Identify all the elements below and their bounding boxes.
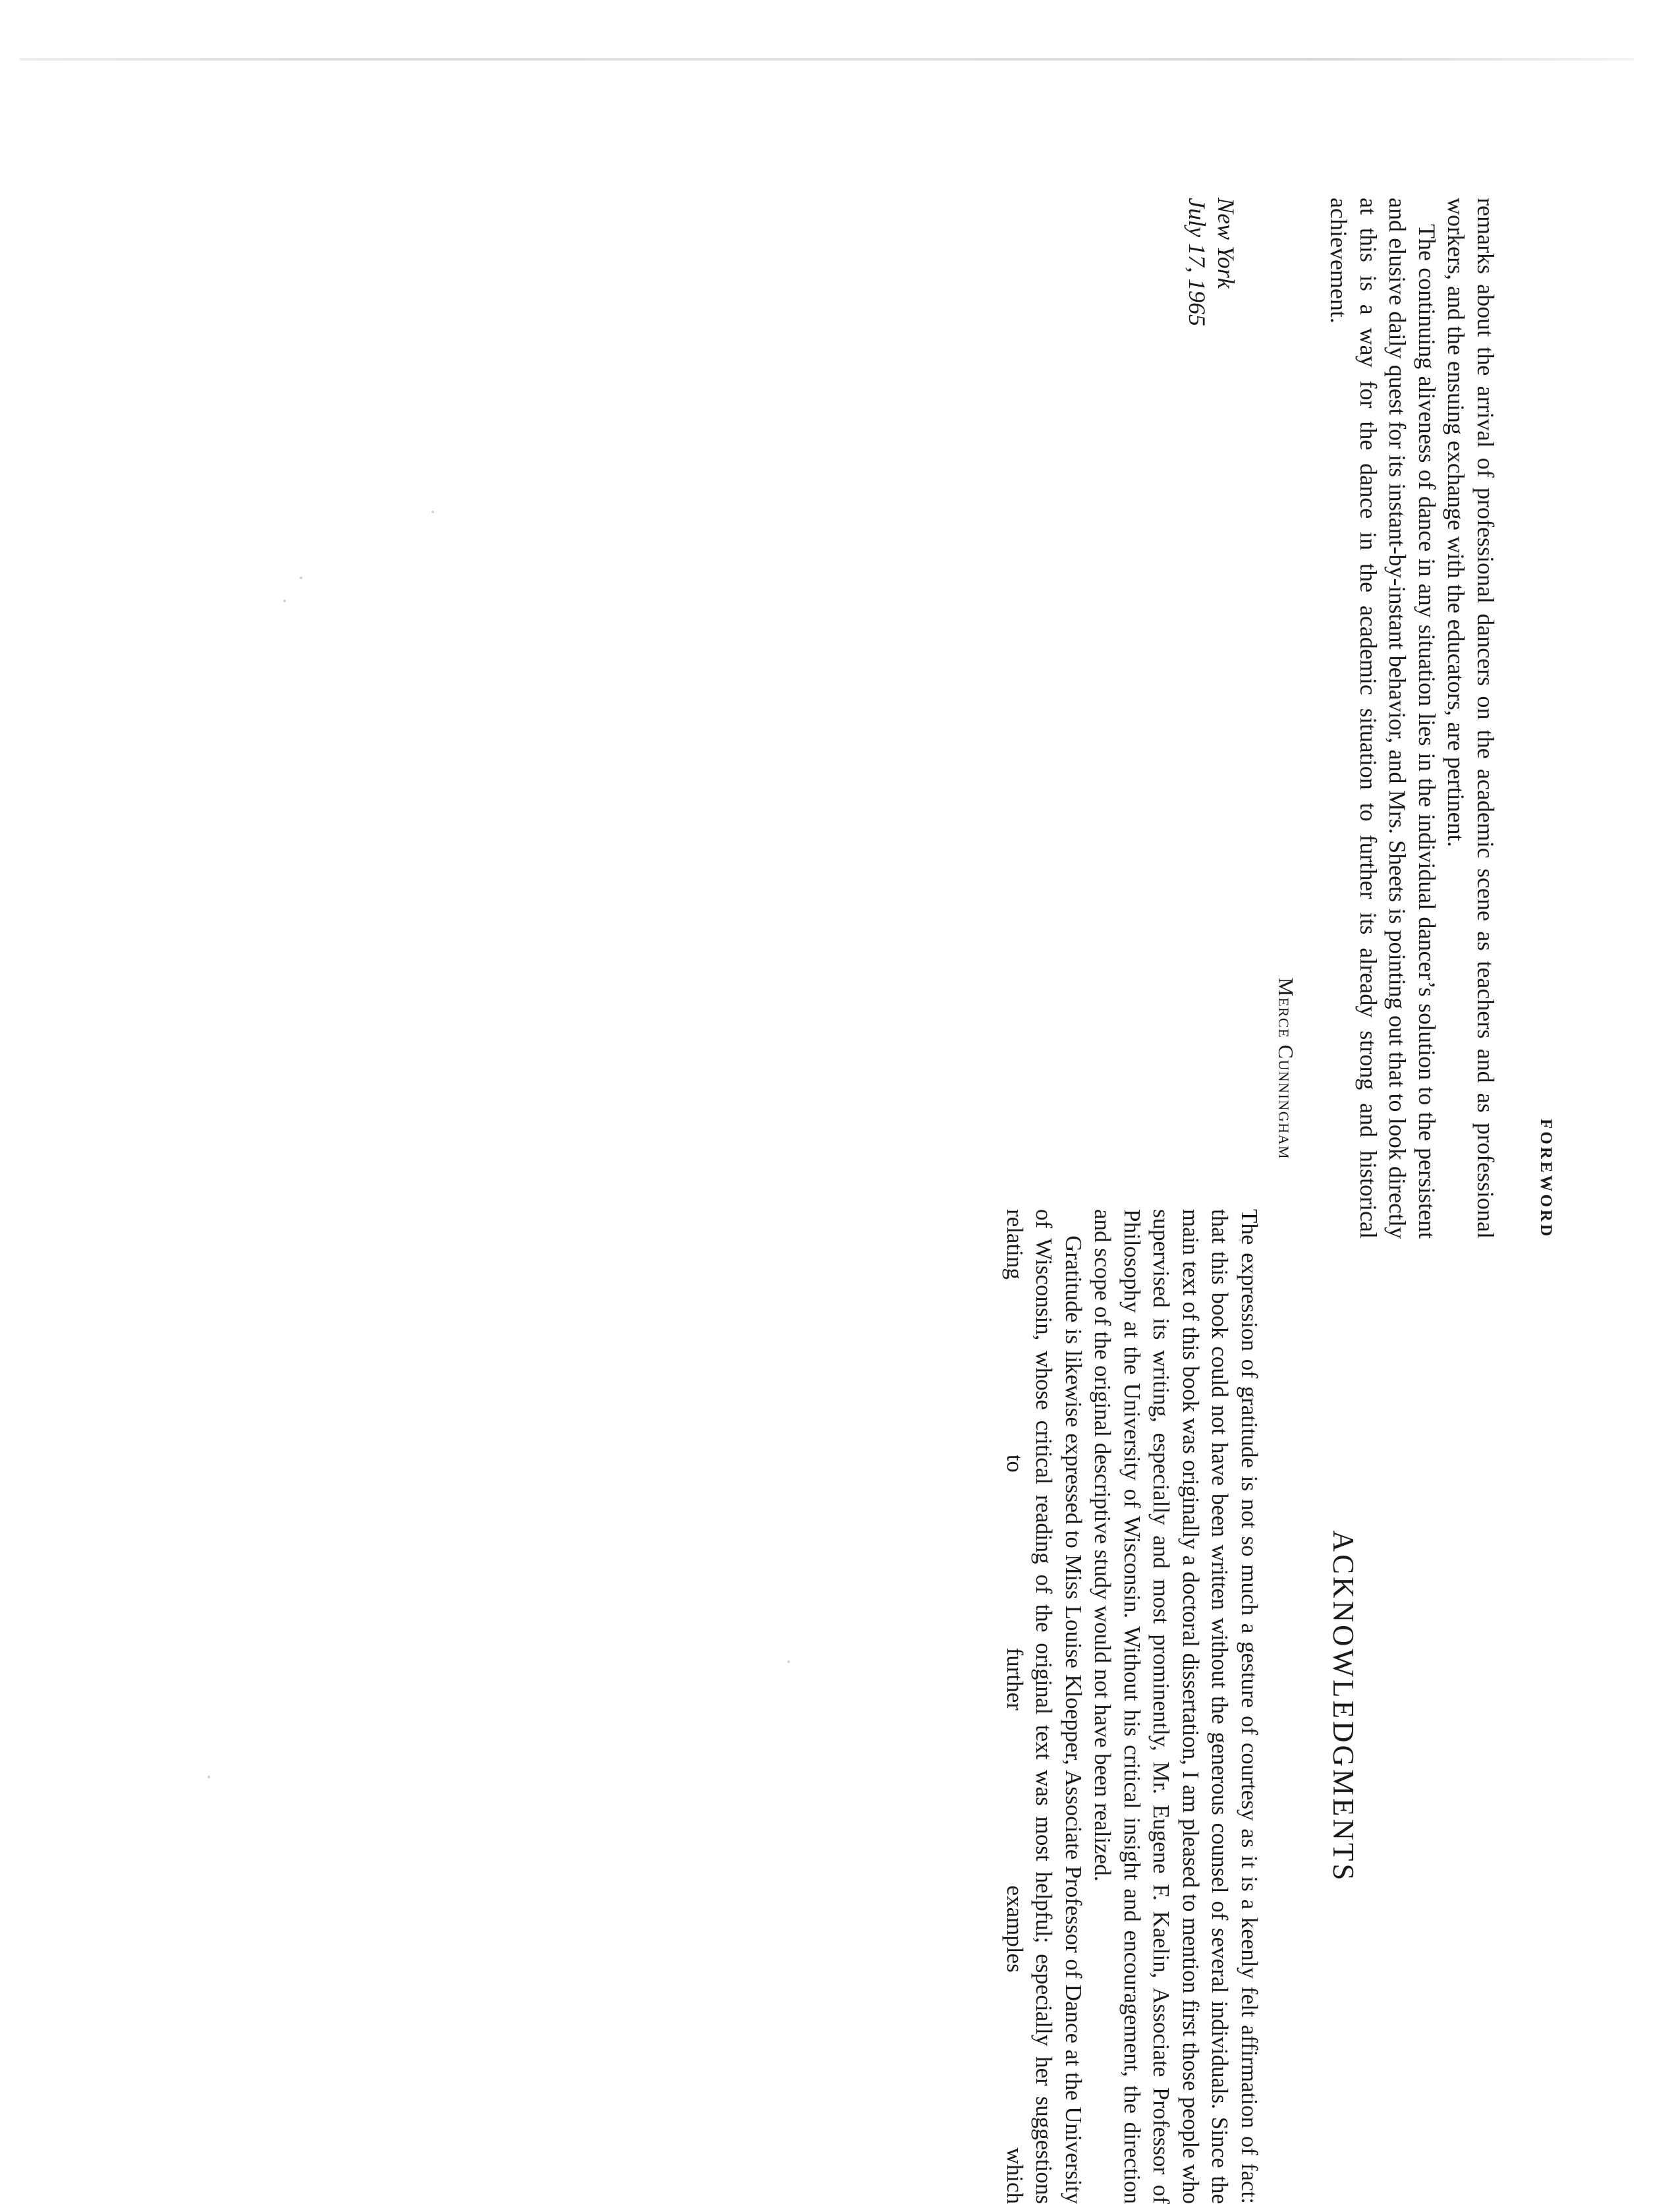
date: July 17, 1965 xyxy=(1184,198,1210,326)
scan-artifact-line xyxy=(20,58,1634,61)
acknowledgments-body xyxy=(1000,1209,1264,2204)
place: New York xyxy=(1213,198,1239,289)
acknowledgments-page xyxy=(899,1209,1360,2204)
foreword-page xyxy=(1133,198,1555,1239)
running-head: FOREWORD xyxy=(1537,1119,1555,1239)
acknowledgments-paragraph: Gratitude is likewise expressed to Miss Louise Kloepper, Associate Professor of Dance at the University of Wisconsin, whose critical reading of the original text was most helpful; especially her suggestions relating to further examples which xyxy=(1002,1209,1086,2204)
foreword-paragraph: The continuing aliveness of dance in any situation lies in the individual dancer’s solution to the persistent and elusive daily quest for its instant-by-instant behavior, and Mrs. Sheets is pointing out that to look directly at this is a way for the dance in the academic situation to further its already strong and historical achievement. xyxy=(1326,198,1440,1239)
author-signature: Merce Cunningham xyxy=(1274,977,1298,1160)
foreword-body xyxy=(1324,198,1500,1239)
acknowledgments-paragraph: The expression of gratitude is not so much a gesture of courtesy as it is a keenly felt affirmation of fact: that this book could not have been written without the generous counsel of several individuals. Since the main text of this book was originally a doctoral dissertation, I am pleased to mention first those people who supervised its writing, especially and most prominently, Mr. Eugene F. Kaelin, Associate Professor of Philosophy at the University of Wisconsin. Without his critical insight and encouragement, the direction and scope of the original descriptive study would not have been realized. xyxy=(1090,1209,1262,2204)
place-date xyxy=(1183,198,1241,1239)
foreword-paragraph: remarks about the arrival of professional dancers on the academic scene as teachers and as professional workers, and the ensuing exchange with the educators, are pertinent. xyxy=(1443,198,1499,1239)
section-title: ACKNOWLEDGMENTS xyxy=(1327,1530,1360,1883)
